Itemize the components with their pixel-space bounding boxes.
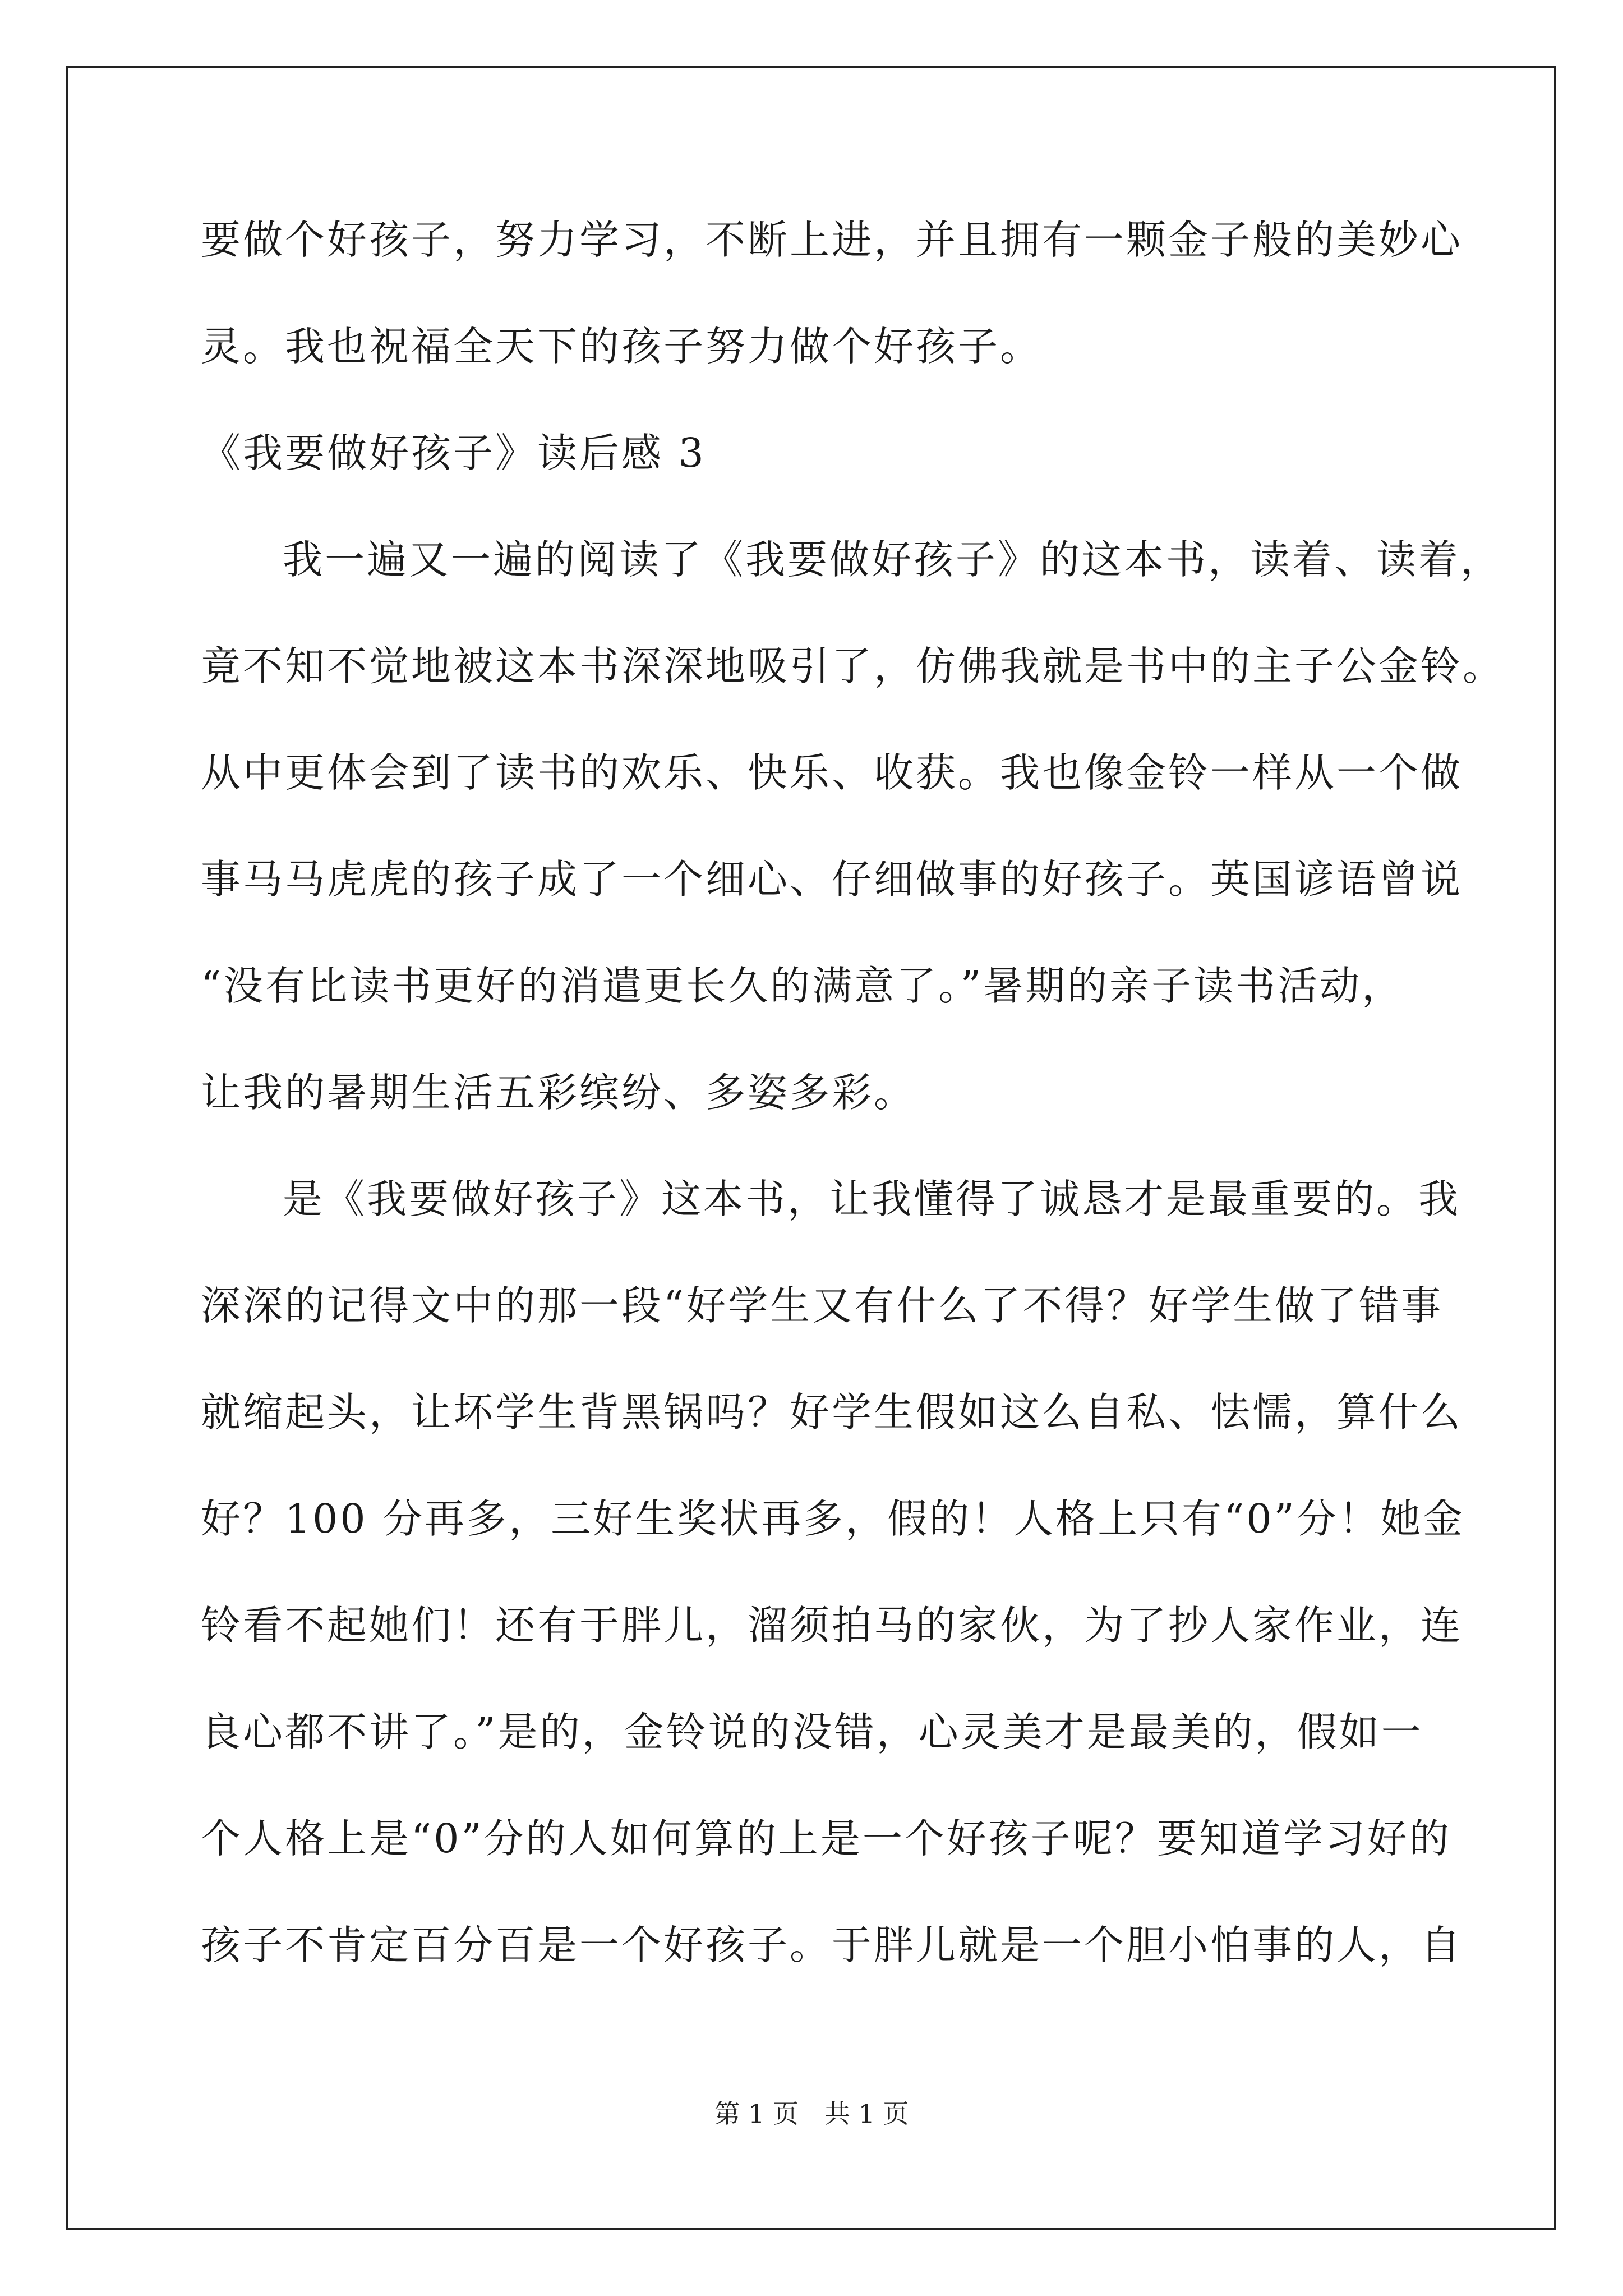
paragraph-line: 个人格上是“0”分的人如何算的上是一个好孩子呢？要知道学习好的 — [201, 1815, 1451, 1862]
page-border — [66, 66, 1556, 2230]
paragraph-line: 良心都不讲了。”是的，金铃说的没错，心灵美才是最美的，假如一 — [201, 1709, 1423, 1755]
paragraph-line: 灵。我也祝福全天下的孩子努力做个好孩子。 — [201, 323, 1043, 370]
paragraph-line: 从中更体会到了读书的欢乐、快乐、收获。我也像金铃一样从一个做 — [201, 749, 1463, 796]
paragraph-line: 是《我要做好孩子》这本书，让我懂得了诚恳才是最重要的。我 — [283, 1176, 1461, 1222]
paragraph-line: 铃看不起她们！还有于胖儿，溜须拍马的家伙，为了抄人家作业，连 — [201, 1602, 1463, 1649]
section-heading: 《我要做好孩子》读后感 3 — [201, 430, 706, 476]
paragraph-line: 要做个好孩子，努力学习，不断上进，并且拥有一颗金子般的美妙心 — [201, 217, 1463, 263]
paragraph-line: 就缩起头，让坏学生背黑锅吗？好学生假如这么自私、怯懦，算什么 — [201, 1389, 1463, 1435]
page-number-footer: 第 1 页 共 1 页 — [714, 2099, 909, 2129]
paragraph-line: 我一遍又一遍的阅读了《我要做好孩子》的这本书，读着、读着， — [283, 536, 1503, 583]
paragraph-line: “没有比读书更好的消遣更长久的满意了。”暑期的亲子读书活动， — [201, 963, 1404, 1009]
paragraph-line: 好？100 分再多，三好生奖状再多，假的！人格上只有“0”分！她金 — [201, 1496, 1465, 1542]
paragraph-line: 让我的暑期生活五彩缤纷、多姿多彩。 — [201, 1069, 916, 1116]
paragraph-line: 竟不知不觉地被这本书深深地吸引了，仿佛我就是书中的主子公金铃。 — [201, 643, 1505, 689]
paragraph-line: 孩子不肯定百分百是一个好孩子。于胖儿就是一个胆小怕事的人，自 — [201, 1922, 1463, 1968]
paragraph-line: 事马马虎虎的孩子成了一个细心、仔细做事的好孩子。英国谚语曾说 — [201, 856, 1463, 903]
paragraph-line: 深深的记得文中的那一段“好学生又有什么了不得？好学生做了错事 — [201, 1282, 1444, 1329]
